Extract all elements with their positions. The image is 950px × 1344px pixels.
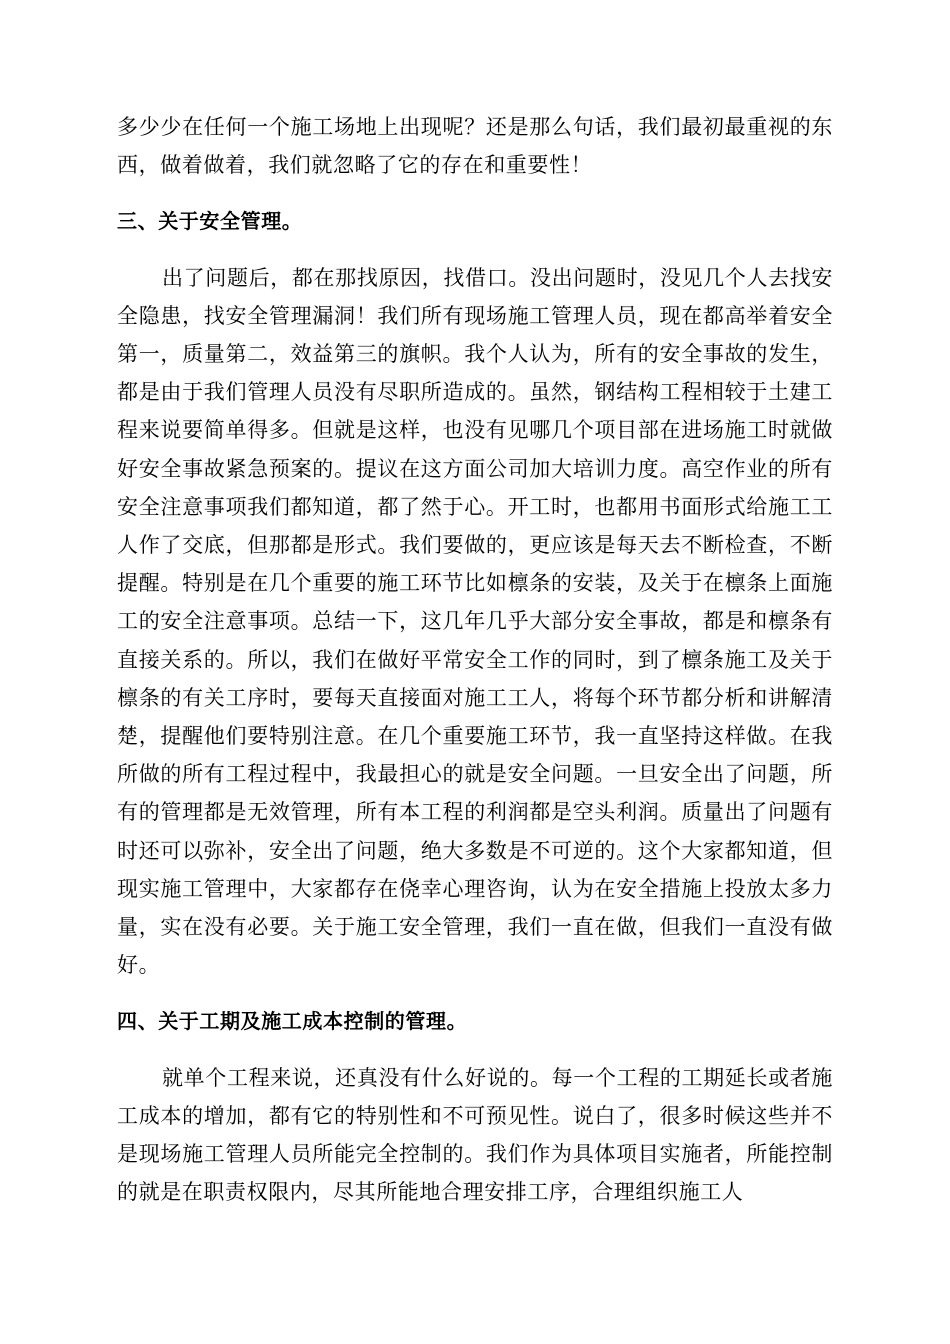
section-heading-schedule-cost: 四、关于工期及施工成本控制的管理。 <box>117 1009 468 1034</box>
document-page <box>117 108 833 1211</box>
safety-paragraph: 出了问题后，都在那找原因，找借口。没出问题时，没见几个人去找安全隐患，找安全管理漏洞！我们所有现场施工管理人员，现在都高举着安全第一，质量第二，效益第三的旗帜。我个人认为，所有的安全事故的发生，都是由于我们管理人员没有尽职所造成的。虽然，钢结构工程相较于土建工程来说要简单得多。但就是这样，也没有见哪几个项目部在进场施工时就做好安全事故紧急预案的。提议在这方面公司加大培训力度。高空作业的所有安全注意事项我们都知道，都了然于心。开工时，也都用书面形式给施工工人作了交底，但那都是形式。我们要做的，更应该是每天去不断检查，不断提醒。特别是在几个重要的施工环节比如檩条的安装，及关于在檩条上面施工的安全注意事项。总结一下，这几年几乎大部分安全事故，都是和檩条有直接关系的。所以，我们在做好平常安全工作的同时，到了檩条施工及关于檩条的有关工序时，要每天直接面对施工工人，将每个环节都分析和讲解清楚，提醒他们要特别注意。在几个重要施工环节，我一直坚持这样做。在我所做的所有工程过程中，我最担心的就是安全问题。一旦安全出了问题，所有的管理都是无效管理，所有本工程的利润都是空头利润。质量出了问题有时还可以弥补，安全出了问题，绝大多数是不可逆的。这个大家都知道，但现实施工管理中，大家都存在侥幸心理咨询，认为在安全措施上投放太多力量，实在没有必要。关于施工安全管理，我们一直在做，但我们一直没有做好。 <box>117 265 833 978</box>
schedule-cost-paragraph: 就单个工程来说，还真没有什么好说的。每一个工程的工期延长或者施工成本的增加，都有它的特别性和不可预见性。说白了，很多时候这些并不是现场施工管理人员所能完全控制的。我们作为具体项目实施者，所能控制的就是在职责权限内，尽其所能地合理安排工序，合理组织施工人 <box>117 1065 833 1205</box>
section-heading-safety: 三、关于安全管理。 <box>117 209 303 234</box>
continuation-paragraph: 多少少在任何一个施工场地上出现呢？还是那么句话，我们最初最重视的东西，做着做着，我们就忽略了它的存在和重要性！ <box>117 115 833 178</box>
